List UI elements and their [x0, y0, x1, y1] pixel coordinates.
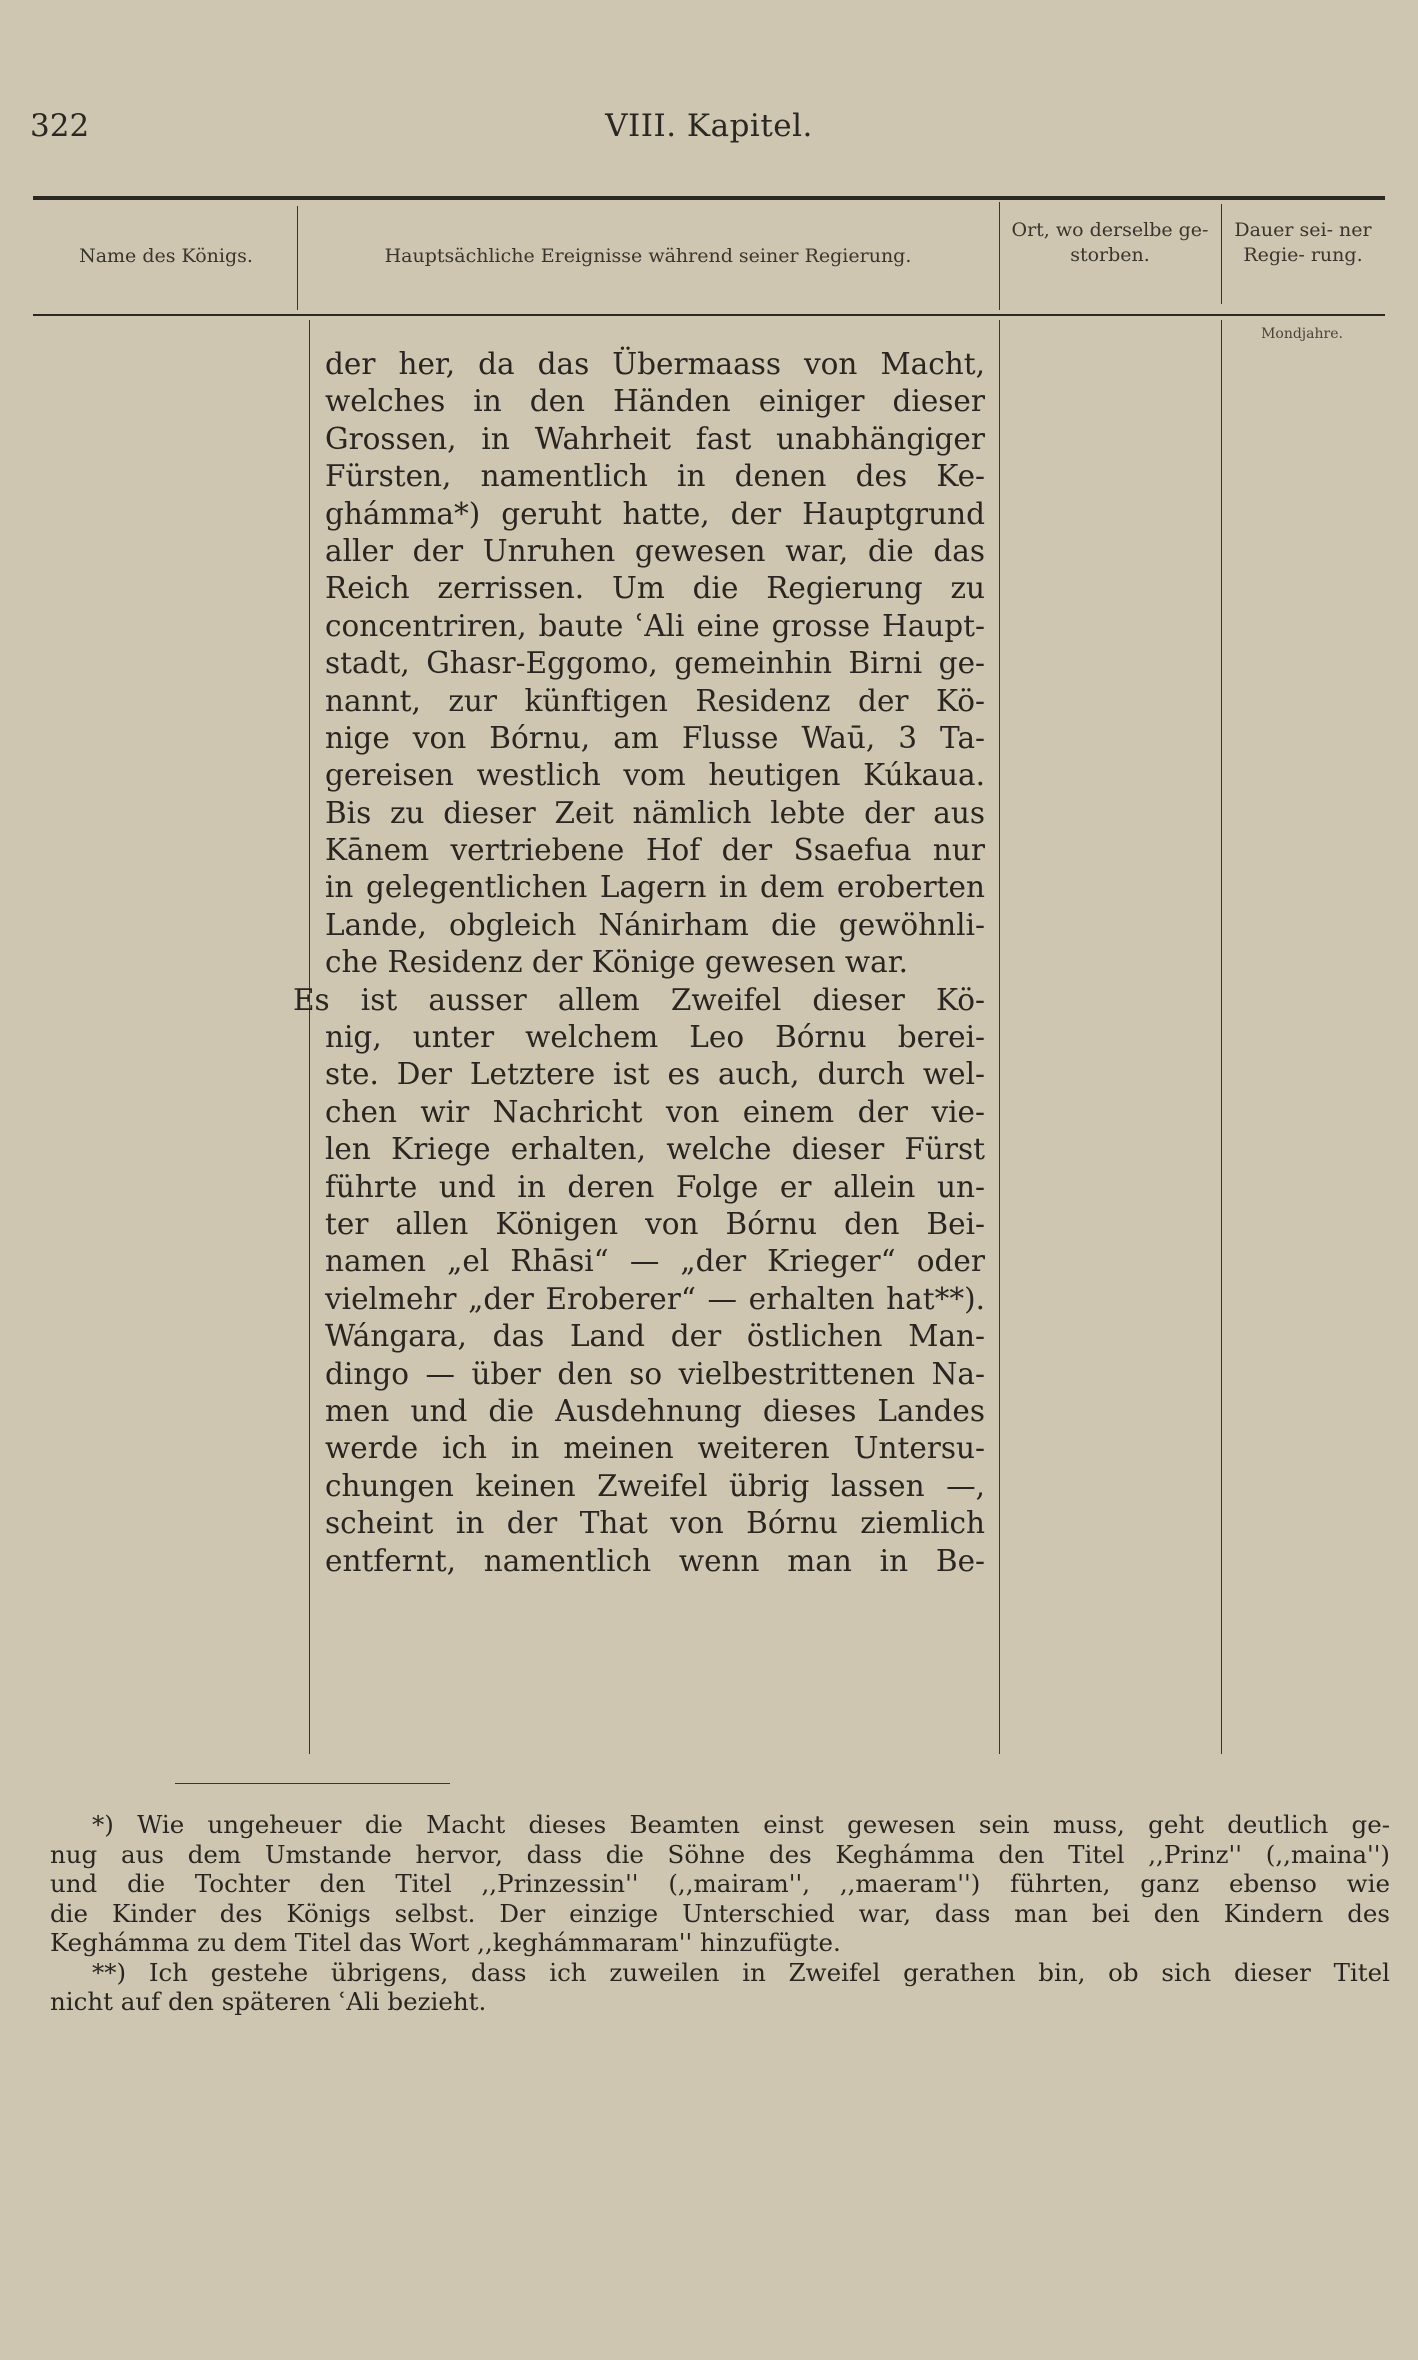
column-divider-2	[999, 320, 1000, 1754]
text-line: dingo — über den so vielbestrittenen Na-	[325, 1356, 985, 1391]
text-line: aller der Unruhen gewesen war, die das	[325, 533, 985, 568]
text-line: Fürsten, namentlich in denen des Ke-	[325, 459, 985, 494]
footnote-line: nug aus dem Umstande hervor, dass die Söhne des Keghámma den Titel ,,Prinz'' (,,maina'')	[50, 1839, 1390, 1869]
text-line: ste. Der Letztere ist es auch, durch wel-	[325, 1057, 985, 1092]
column-header-place-text: Ort, wo derselbe ge- storben.	[1011, 219, 1209, 266]
text-line: Lande, obgleich Nánirham die gewöhnli-	[325, 907, 985, 942]
column-divider-1	[309, 320, 310, 1754]
table-top-rule	[33, 196, 1385, 200]
column-divider-1-header	[297, 206, 298, 310]
column-divider-3	[1221, 320, 1222, 1754]
text-line: Reich zerrissen. Um die Regierung zu	[325, 571, 985, 606]
column-divider-3-header	[1221, 204, 1222, 304]
text-line: nige von Bórnu, am Flusse Waū, 3 Ta-	[325, 720, 985, 755]
text-line: der her, da das Übermaass von Macht,	[325, 347, 985, 381]
text-line: stadt, Ghasr-Eggomo, gemeinhin Birni ge-	[325, 646, 985, 681]
footnotes	[50, 1810, 1390, 2017]
text-line: in gelegentlichen Lagern in dem eroberten	[325, 870, 985, 905]
footnote-rule	[175, 1783, 450, 1784]
table-header-rule	[33, 314, 1385, 316]
footnote-line: die Kinder des Königs selbst. Der einzige Unterschied war, dass man bei den Kindern des	[50, 1898, 1390, 1928]
column-header-duration	[1228, 218, 1378, 268]
page-number: 322	[30, 108, 90, 144]
column-header-events	[300, 244, 996, 269]
text-line: scheint in der That von Bórnu ziemlich	[325, 1506, 985, 1541]
column-header-place	[1004, 218, 1216, 268]
text-line: Grossen, in Wahrheit fast unabhängiger	[325, 421, 985, 456]
text-line: ghámma*) geruht hatte, der Hauptgrund	[325, 496, 985, 531]
text-line: chungen keinen Zweifel übrig lassen —,	[325, 1468, 985, 1503]
column-divider-2-header	[999, 202, 1000, 310]
footnote-line: nicht auf den späteren ʿAli bezieht.	[50, 1987, 487, 2016]
text-line: gereisen westlich vom heutigen Kúkaua.	[325, 758, 985, 793]
text-line: nannt, zur künftigen Residenz der Kö-	[325, 683, 985, 718]
chapter-title: VIII. Kapitel.	[605, 108, 813, 144]
text-line: vielmehr „der Eroberer“ — erhalten hat**).	[325, 1281, 985, 1316]
text-line: Wángara, das Land der östlichen Man-	[325, 1319, 985, 1354]
text-line: Bis zu dieser Zeit nämlich lebte der aus	[325, 795, 985, 830]
text-line: men und die Ausdehnung dieses Landes	[325, 1393, 985, 1428]
column-header-name-text: Name des Königs.	[79, 245, 253, 267]
footnote-line: und die Tochter den Titel ,,Prinzessin'' (,,mairam'', ,,maeram'') führten, ganz ebenso wie	[50, 1869, 1390, 1898]
unit-label-mondjahre: Mondjahre.	[1261, 326, 1343, 342]
footnote-line: Keghámma zu dem Titel das Wort ,,keghámmaram'' hinzufügte.	[50, 1928, 841, 1957]
text-line: ter allen Königen von Bórnu den Bei-	[325, 1206, 985, 1241]
text-line: len Kriege erhalten, welche dieser Fürst	[325, 1132, 985, 1167]
text-line: Kānem vertriebene Hof der Ssaefua nur	[325, 833, 985, 868]
footnote-line: *) Wie ungeheuer die Macht dieses Beamten einst gewesen sein muss, geht deutlich ge-	[92, 1810, 1390, 1839]
text-line: nig, unter welchem Leo Bórnu berei-	[325, 1020, 985, 1055]
text-line: entfernt, namentlich wenn man in Be-	[325, 1543, 985, 1578]
text-line: chen wir Nachricht von einem der vie-	[325, 1094, 985, 1129]
column-header-duration-text: Dauer sei- ner Regie- rung.	[1234, 219, 1372, 266]
text-line: che Residenz der Könige gewesen war.	[325, 945, 908, 980]
text-line: führte und in deren Folge er allein un-	[325, 1169, 985, 1204]
events-text	[293, 346, 985, 1580]
column-header-name	[36, 244, 296, 269]
text-line: concentriren, baute ʿAli eine grosse Haupt-	[325, 608, 985, 643]
text-line: welches in den Händen einiger dieser	[325, 384, 985, 419]
text-line: Es ist ausser allem Zweifel dieser Kö-	[293, 982, 985, 1017]
text-line: namen „el Rhāsi“ — „der Krieger“ oder	[325, 1244, 985, 1279]
column-header-events-text: Hauptsächliche Ereignisse während seiner Regierung.	[384, 245, 912, 267]
footnote-line: **) Ich gestehe übrigens, dass ich zuweilen in Zweifel gerathen bin, ob sich dieser Titel	[92, 1957, 1390, 1987]
text-line: werde ich in meinen weiteren Untersu-	[325, 1431, 985, 1466]
